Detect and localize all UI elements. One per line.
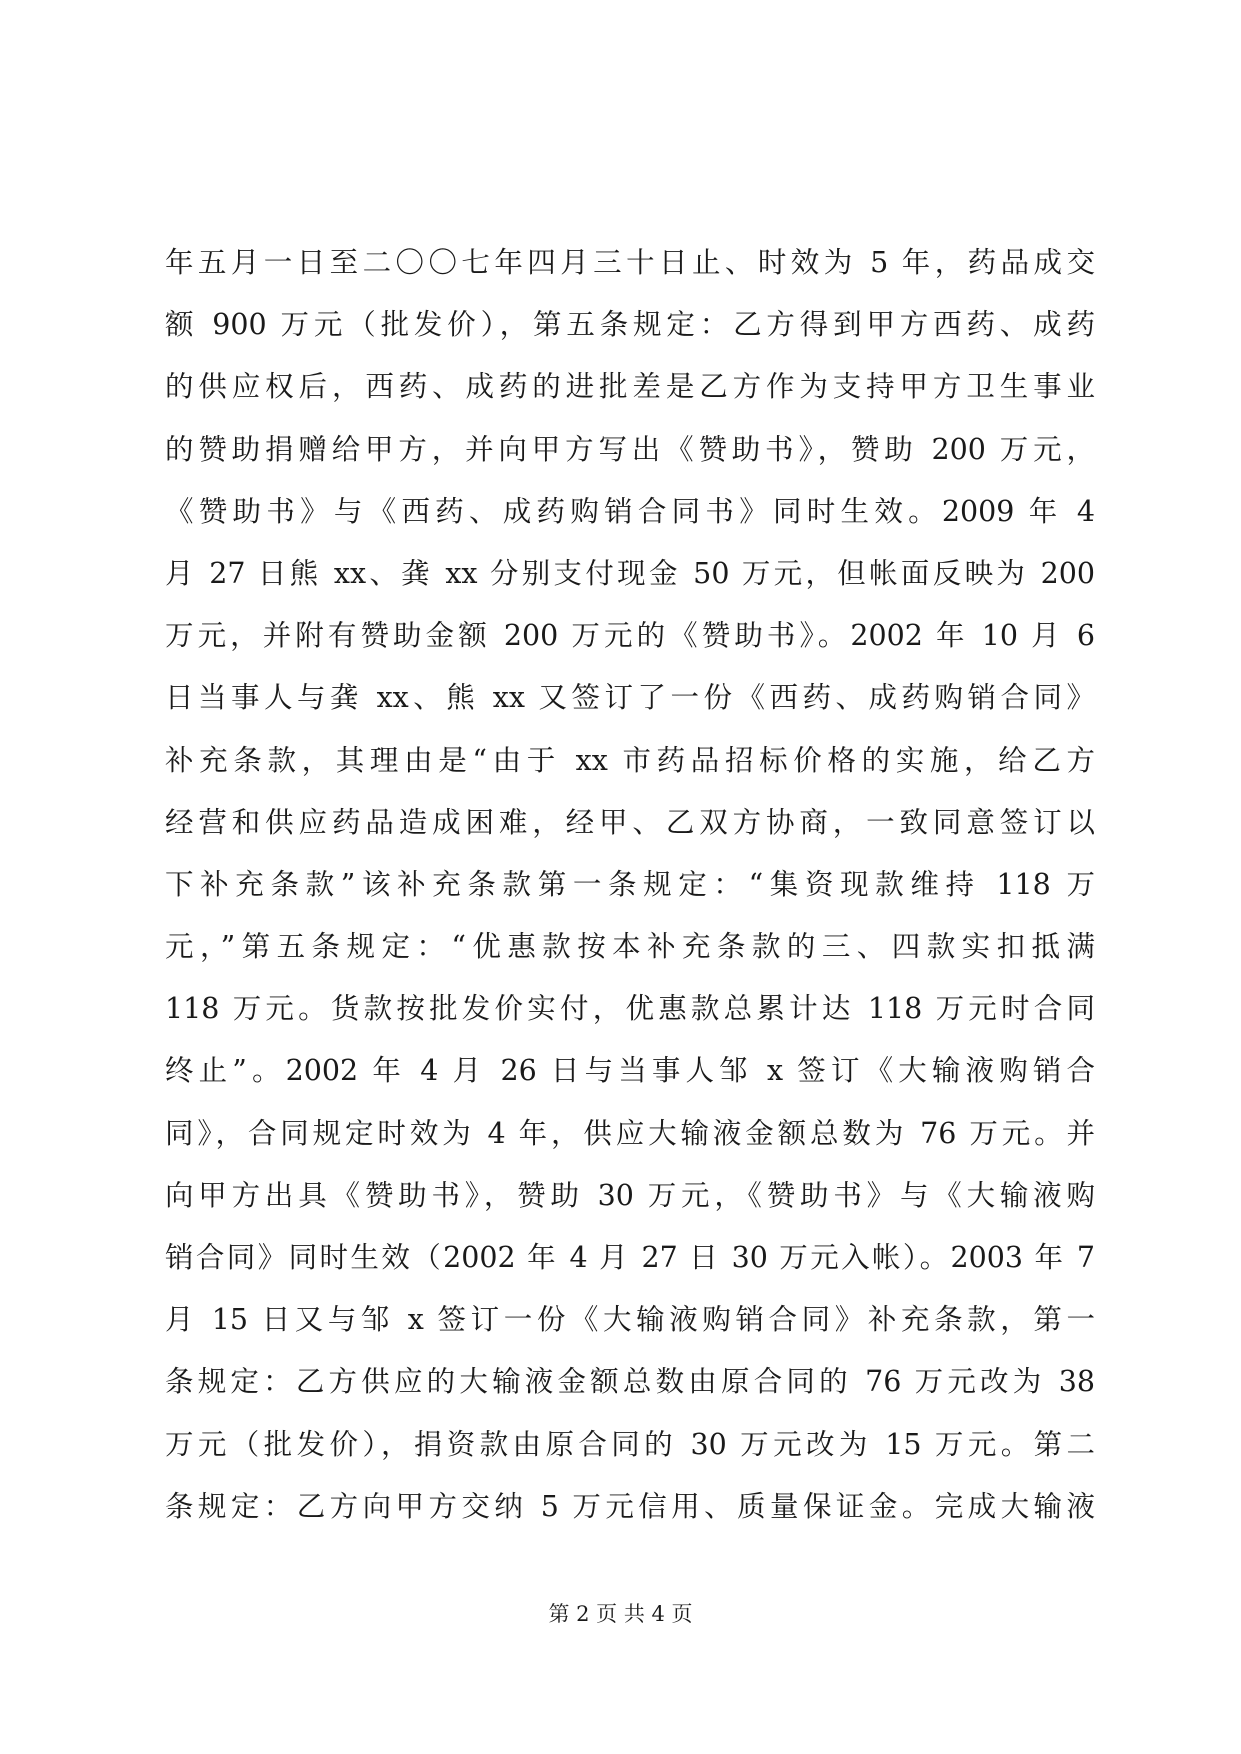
text-line: 《赞助书》与《西药、成药购销合同书》同时生效。2009 年 4 <box>165 494 1095 528</box>
text-line: 终止”。2002 年 4 月 26 日与当事人邹 x 签订《大输液购销合 <box>165 1054 1095 1088</box>
text-line: 元，”第五条规定：“优惠款按本补充条款的三、四款实扣抵满 <box>165 930 1095 964</box>
text-line: 万元，并附有赞助金额 200 万元的《赞助书》。2002 年 10 月 6 <box>165 619 1095 653</box>
page-number-footer: 第 2 页 共 4 页 <box>548 1602 693 1626</box>
body-text <box>165 232 1095 1538</box>
text-line: 日当事人与龚 xx、熊 xx 又签订了一份《西药、成药购销合同》 <box>165 681 1095 715</box>
text-line: 万元（批发价），捐资款由原合同的 30 万元改为 15 万元。第二 <box>165 1427 1095 1461</box>
text-line: 同》，合同规定时效为 4 年，供应大输液金额总数为 76 万元。并 <box>165 1116 1095 1150</box>
text-line: 销合同》同时生效（2002 年 4 月 27 日 30 万元入帐）。2003 年 7 <box>165 1241 1095 1274</box>
text-line: 条规定：乙方供应的大输液金额总数由原合同的 76 万元改为 38 <box>165 1365 1095 1399</box>
text-line: 补充条款，其理由是“由于 xx 市药品招标价格的实施，给乙方 <box>165 743 1095 777</box>
text-line: 年五月一日至二〇〇七年四月三十日止、时效为 5 年，药品成交 <box>165 246 1095 279</box>
text-line: 月 27 日熊 xx、龚 xx 分别支付现金 50 万元，但帐面反映为 200 <box>165 556 1095 590</box>
text-line: 的赞助捐赠给甲方，并向甲方写出《赞助书》，赞助 200 万元， <box>165 432 1095 466</box>
text-line: 额 900 万元（批发价），第五条规定：乙方得到甲方西药、成药 <box>165 308 1095 342</box>
text-line: 向甲方出具《赞助书》，赞助 30 万元，《赞助书》与《大输液购 <box>165 1178 1095 1212</box>
text-line: 的供应权后，西药、成药的进批差是乙方作为支持甲方卫生事业 <box>165 370 1095 404</box>
text-line: 下补充条款”该补充条款第一条规定：“集资现款维持 118 万 <box>165 867 1095 901</box>
text-line: 月 15 日又与邹 x 签订一份《大输液购销合同》补充条款，第一 <box>165 1303 1095 1337</box>
text-line: 条规定：乙方向甲方交纳 5 万元信用、质量保证金。完成大输液 <box>165 1489 1095 1523</box>
text-line: 经营和供应药品造成困难，经甲、乙双方协商，一致同意签订以 <box>165 805 1095 839</box>
text-line: 118 万元。货款按批发价实付，优惠款总累计达 118 万元时合同 <box>165 992 1095 1026</box>
